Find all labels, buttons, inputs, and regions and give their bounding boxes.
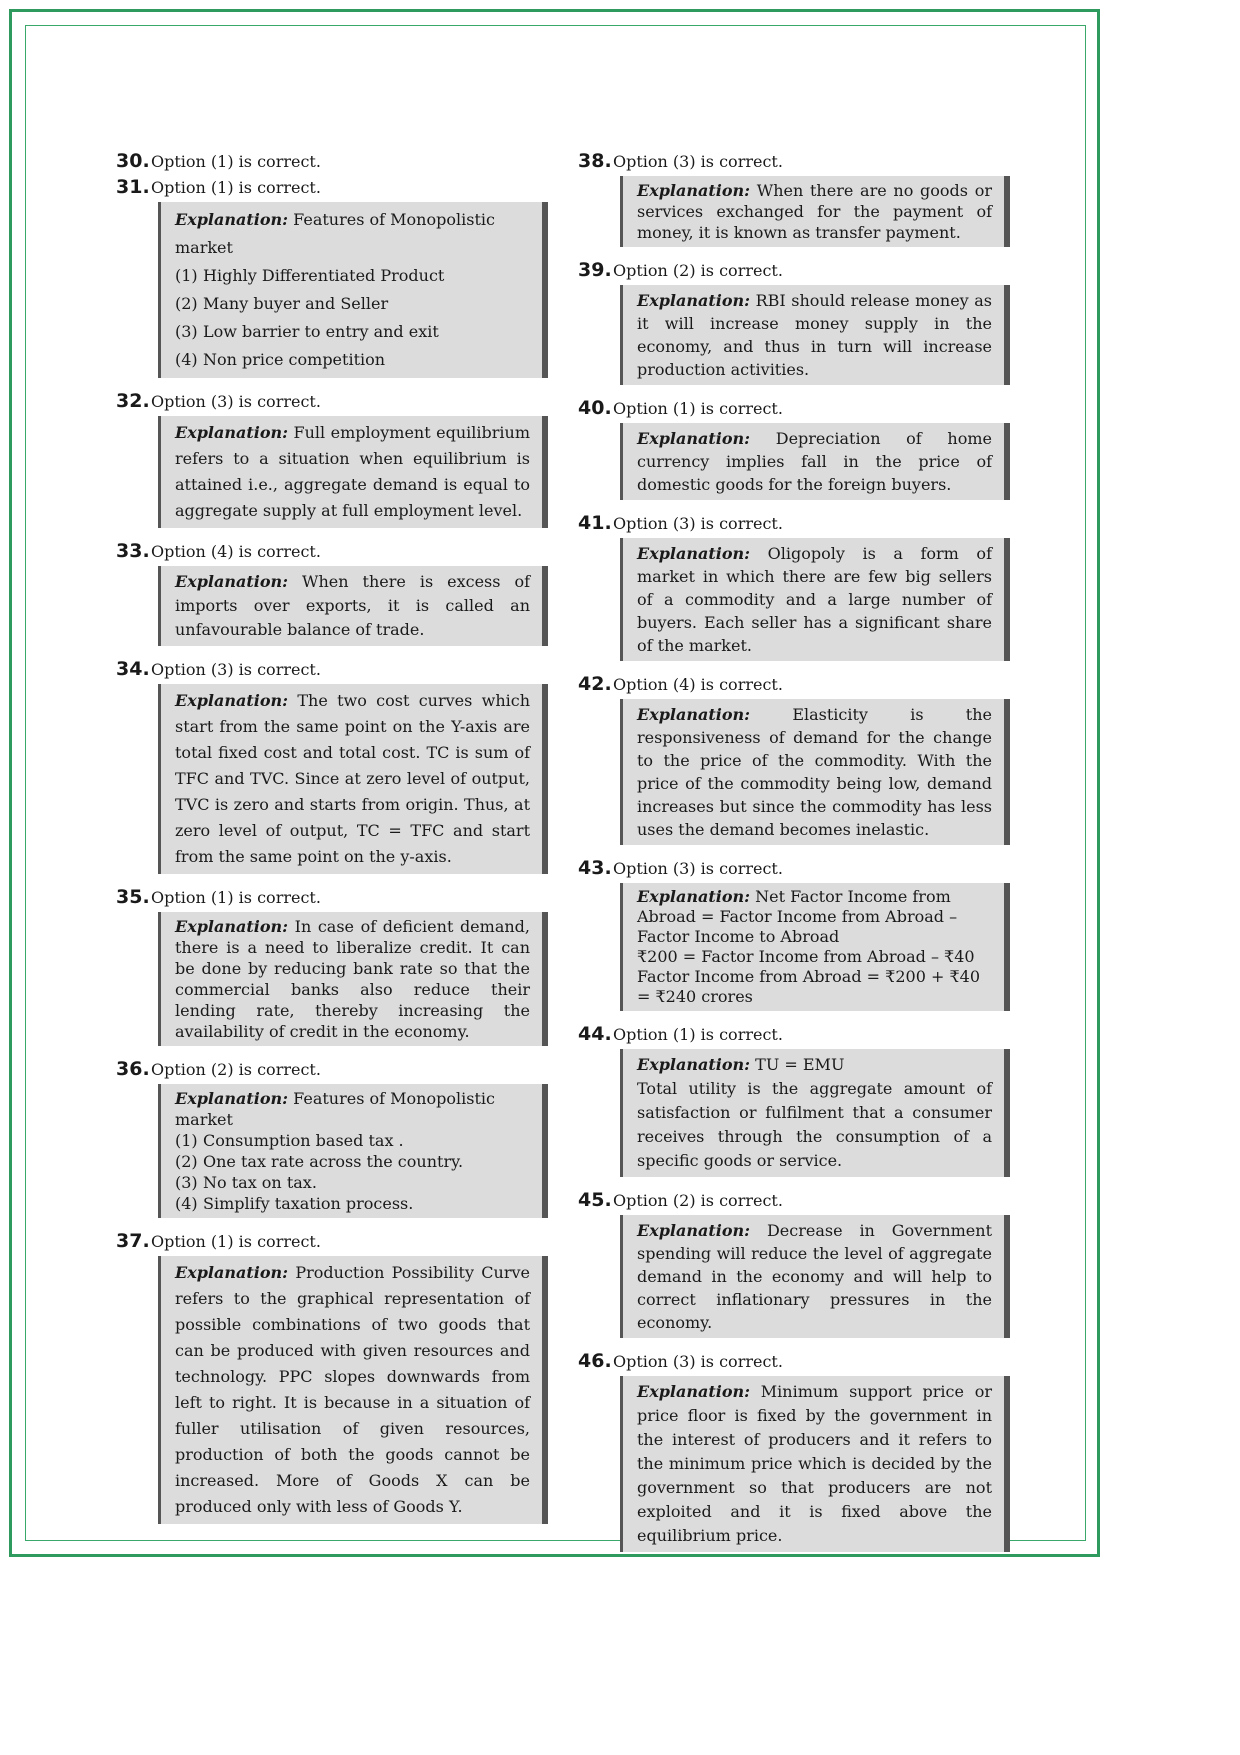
question-number: 38.	[578, 150, 612, 172]
explanation-box	[620, 423, 1010, 500]
explanation-label: Explanation:	[637, 1221, 751, 1240]
explanation-box	[620, 285, 1010, 385]
answer-option: Option (1) is correct.	[151, 152, 321, 171]
list-item-text: No tax on tax.	[203, 1173, 317, 1192]
explanation-text: Full employment equilibrium refers to a situation when equilibrium is attained i.e., aggregate demand is equal to aggregate supply at full employment level.	[175, 423, 530, 520]
question-number: 41.	[578, 512, 612, 534]
list-item-number: (1)	[175, 266, 198, 285]
explanation-box	[620, 538, 1010, 661]
explanation-box	[620, 1215, 1010, 1338]
question-39	[578, 259, 1010, 385]
explanation-box	[620, 176, 1010, 247]
question-number: 36.	[116, 1058, 150, 1080]
answer-option: Option (1) is correct.	[151, 888, 321, 907]
list-item-number: (1)	[175, 1131, 198, 1150]
question-number: 42.	[578, 673, 612, 695]
question-number: 30.	[116, 150, 150, 172]
list-item	[175, 318, 530, 346]
list-item-number: (3)	[175, 1173, 198, 1192]
question-30	[116, 150, 548, 176]
question-number: 35.	[116, 886, 150, 908]
explanation-box	[158, 684, 548, 874]
question-number: 43.	[578, 857, 612, 879]
answer-option: Option (1) is correct.	[613, 1025, 783, 1044]
explanation-box	[158, 1084, 548, 1218]
explanation-label: Explanation:	[175, 1263, 289, 1282]
list-item-text: Many buyer and Seller	[203, 294, 389, 313]
explanation-text: Net Factor Income from Abroad = Factor Income from Abroad – Factor Income to Abroad	[637, 887, 958, 946]
list-item-number: (2)	[175, 1152, 198, 1171]
question-45	[578, 1189, 1010, 1338]
answer-option: Option (1) is correct.	[151, 1232, 321, 1251]
list-item	[175, 346, 530, 374]
question-42	[578, 673, 1010, 845]
question-number: 34.	[116, 658, 150, 680]
question-46	[578, 1350, 1010, 1552]
explanation-text: When there are no goods or services exchanged for the payment of money, it is known as transfer payment.	[637, 181, 992, 242]
explanation-label: Explanation:	[175, 1089, 289, 1108]
explanation-text: Decrease in Government spending will reduce the level of aggregate demand in the economy and will help to correct inflationary pressures in the economy.	[637, 1221, 993, 1332]
explanation-text: In case of deficient demand, there is a need to liberalize credit. It can be done by reducing bank rate so that the commercial banks also reduce their lending rate, thereby increasing the availability of credit in the economy.	[175, 917, 530, 1041]
explanation-text: TU = EMU	[755, 1055, 845, 1074]
answer-option: Option (1) is correct.	[613, 399, 783, 418]
list-item-text: Consumption based tax .	[203, 1131, 404, 1150]
explanation-box	[620, 1049, 1010, 1177]
feature-list	[175, 1130, 530, 1214]
question-31	[116, 176, 548, 378]
list-item-number: (4)	[175, 350, 198, 369]
question-number: 44.	[578, 1023, 612, 1045]
list-item-number: (2)	[175, 294, 198, 313]
answer-option: Option (3) is correct.	[613, 859, 783, 878]
explanation-label: Explanation:	[175, 917, 289, 936]
explanation-text: Production Possibility Curve refers to the graphical representation of possible combinations of two goods that can be produced with given resources and technology. PPC slopes downwards from left to right. It is because in a situation of fuller utilisation of given resources, production of both the goods cannot be increased. More of Goods X can be produced only with less of Goods Y.	[175, 1263, 531, 1516]
question-number: 37.	[116, 1230, 150, 1252]
explanation-text: Minimum support price or price floor is fixed by the government in the interest of producers and it refers to the minimum price which is decided by the government so that producers are not exploited and it is fixed above the equilibrium price.	[637, 1382, 992, 1545]
explanation-box	[158, 1256, 548, 1524]
answer-option: Option (2) is correct.	[613, 1191, 783, 1210]
list-item-text: Non price competition	[203, 350, 386, 369]
question-36	[116, 1058, 548, 1218]
explanation-box	[620, 1376, 1010, 1552]
explanation-text: Elasticity is the responsiveness of demand for the change to the price of the commodity. With the price of the commodity being low, demand increases but since the commodity has less uses the demand becomes inelastic.	[637, 705, 992, 839]
explanation-text: Features of Monopolistic market	[175, 1089, 495, 1129]
question-38	[578, 150, 1010, 247]
question-number: 45.	[578, 1189, 612, 1211]
list-item	[175, 1130, 530, 1151]
answer-option: Option (4) is correct.	[151, 542, 321, 561]
question-number: 40.	[578, 397, 612, 419]
explanation-box	[620, 699, 1010, 845]
explanation-label: Explanation:	[637, 291, 751, 310]
explanation-text: Features of Monopolistic market	[175, 210, 495, 257]
answer-option: Option (4) is correct.	[613, 675, 783, 694]
answer-option: Option (2) is correct.	[151, 1060, 321, 1079]
question-number: 31.	[116, 176, 150, 198]
question-number: 33.	[116, 540, 150, 562]
list-item	[175, 262, 530, 290]
list-item-text: One tax rate across the country.	[203, 1152, 464, 1171]
explanation-label: Explanation:	[637, 1382, 751, 1401]
explanation-label: Explanation:	[637, 181, 751, 200]
explanation-box	[158, 912, 548, 1046]
explanation-text: When there is excess of imports over exports, it is called an unfavourable balance of trade.	[175, 572, 530, 639]
explanation-label: Explanation:	[175, 210, 289, 229]
right-column	[578, 150, 1010, 1552]
equation-line: = ₹240 crores	[637, 987, 753, 1006]
answer-option: Option (2) is correct.	[613, 261, 783, 280]
question-44	[578, 1023, 1010, 1177]
list-item-number: (4)	[175, 1194, 198, 1213]
list-item	[175, 1172, 530, 1193]
question-number: 39.	[578, 259, 612, 281]
list-item-text: Low barrier to entry and exit	[203, 322, 439, 341]
question-43	[578, 857, 1010, 1011]
explanation-box	[158, 566, 548, 646]
explanation-label: Explanation:	[637, 429, 751, 448]
question-34	[116, 658, 548, 874]
explanation-paragraph: Total utility is the aggregate amount of satisfaction or fulfilment that a consumer receives through the consumption of a specific goods or service.	[637, 1079, 992, 1170]
list-item	[175, 290, 530, 318]
explanation-text: Oligopoly is a form of market in which there are few big sellers of a commodity and a large number of buyers. Each seller has a significant share of the market.	[637, 544, 992, 655]
answer-option: Option (1) is correct.	[151, 178, 321, 197]
explanation-label: Explanation:	[637, 544, 751, 563]
answer-option: Option (3) is correct.	[151, 660, 321, 679]
explanation-box	[158, 202, 548, 378]
explanation-label: Explanation:	[175, 572, 289, 591]
answer-option: Option (3) is correct.	[151, 392, 321, 411]
question-35	[116, 886, 548, 1046]
question-number: 32.	[116, 390, 150, 412]
equation-line: ₹200 = Factor Income from Abroad – ₹40	[637, 947, 975, 966]
equation-line: Factor Income from Abroad = ₹200 + ₹40	[637, 967, 980, 986]
explanation-box	[158, 416, 548, 528]
explanation-label: Explanation:	[175, 423, 289, 442]
answer-option: Option (3) is correct.	[613, 1352, 783, 1371]
question-37	[116, 1230, 548, 1524]
list-item	[175, 1193, 530, 1214]
explanation-label: Explanation:	[175, 691, 289, 710]
left-column	[116, 150, 548, 1524]
explanation-label: Explanation:	[637, 705, 751, 724]
question-33	[116, 540, 548, 646]
answer-option: Option (3) is correct.	[613, 152, 783, 171]
question-32	[116, 390, 548, 528]
explanation-box	[620, 883, 1010, 1011]
feature-list	[175, 262, 530, 374]
list-item-text: Highly Differentiated Product	[203, 266, 445, 285]
explanation-text: Depreciation of home currency implies fall in the price of domestic goods for the foreign buyers.	[637, 429, 992, 494]
question-40	[578, 397, 1010, 500]
question-41	[578, 512, 1010, 661]
explanation-label: Explanation:	[637, 1055, 751, 1074]
list-item	[175, 1151, 530, 1172]
list-item-text: Simplify taxation process.	[203, 1194, 414, 1213]
explanation-text: RBI should release money as it will increase money supply in the economy, and thus in turn will increase production activities.	[637, 291, 992, 379]
explanation-text: The two cost curves which start from the same point on the Y-axis are total fixed cost and total cost. TC is sum of TFC and TVC. Since at zero level of output, TVC is zero and starts from origin. Thus, at zero level of output, TC = TFC and start from the same point on the y-axis.	[175, 691, 531, 866]
explanation-label: Explanation:	[637, 887, 751, 906]
answer-option: Option (3) is correct.	[613, 514, 783, 533]
list-item-number: (3)	[175, 322, 198, 341]
question-number: 46.	[578, 1350, 612, 1372]
